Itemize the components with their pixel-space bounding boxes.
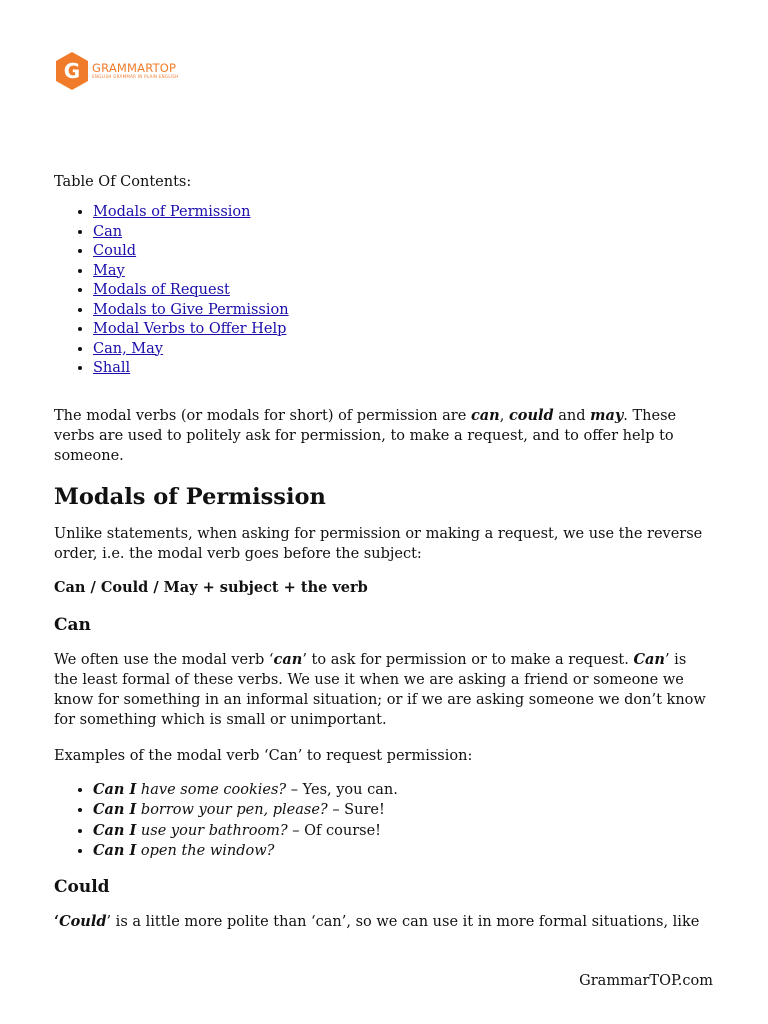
example-item: • Can I have some cookies? – Yes, you can. — [93, 780, 714, 801]
intro-paragraph: The modal verbs (or modals for short) of permission are can, could and may. These verbs are used to politely ask for permission, to make a request, and to offer help to someone. — [54, 406, 677, 464]
toc-link-can-may[interactable]: Can, May — [93, 340, 163, 357]
can-examples-intro: Examples of the modal verb ‘Can’ to request permission: — [54, 747, 473, 764]
can-examples-list — [54, 780, 714, 862]
section-heading-modals-of-permission: Modals of Permission — [54, 483, 326, 510]
toc-item — [93, 281, 714, 301]
logo-tagline: ENGLISH GRAMMAR IN PLAIN ENGLISH — [92, 74, 179, 80]
toc-link-modal-verbs-to-offer-help[interactable]: Modal Verbs to Offer Help — [93, 321, 287, 337]
toc-item — [93, 301, 714, 321]
example-item: • Can I borrow your pen, please? – Sure! — [93, 800, 714, 821]
toc-link-modals-to-give-permission[interactable]: Modals to Give Permission — [93, 301, 289, 318]
toc-item — [93, 242, 714, 262]
logo-hexagon-icon — [54, 51, 90, 91]
toc-item — [93, 359, 714, 379]
toc-item — [93, 223, 714, 243]
toc-link-modals-of-request[interactable]: Modals of Request — [93, 282, 230, 298]
permission-paragraph: Unlike statements, when asking for permission or making a request, we use the reverse order, i.e. the modal verb goes before the subject: — [54, 525, 703, 562]
term-could: could — [508, 406, 554, 424]
subheading-can: Can — [54, 614, 91, 635]
example-item: • Can I use your bathroom? – Of course! — [93, 821, 714, 842]
term-can: can — [470, 406, 500, 424]
toc-title: Table Of Contents: — [54, 174, 192, 190]
toc-link-shall[interactable]: Shall — [93, 360, 131, 376]
subheading-could: Could — [54, 876, 110, 897]
footer-site: GrammarTOP.com — [579, 973, 713, 989]
toc-link-can[interactable]: Can — [93, 223, 123, 240]
toc-link-modals-of-permission[interactable]: Modals of Permission — [93, 204, 251, 220]
logo-name: GRAMMARTOP — [92, 60, 177, 75]
toc-link-could[interactable]: Could — [93, 243, 137, 259]
can-paragraph: We often use the modal verb ‘can’ to ask for permission or to make a request. Can’ is the least formal of these verbs. We use it when we are asking a friend or someone we know for something in an informal situation; or if we are asking someone we don’t know for something which is small or unimportant. — [54, 650, 706, 728]
article — [54, 170, 714, 932]
logo-letter: G — [63, 59, 81, 83]
logo[interactable] — [54, 51, 179, 91]
toc-item — [93, 262, 714, 282]
term-may: may — [590, 406, 624, 424]
toc-item — [93, 340, 714, 360]
toc-item — [93, 320, 714, 340]
toc-list — [54, 203, 714, 379]
permission-formula: Can / Could / May + subject + the verb — [54, 578, 368, 596]
toc-link-may[interactable]: May — [93, 262, 125, 279]
toc-item — [93, 203, 714, 223]
could-paragraph: ‘Could’ is a little more polite than ‘can’, so we can use it in more formal situations, like — [54, 912, 700, 930]
example-item: • Can I open the window? — [93, 841, 714, 862]
